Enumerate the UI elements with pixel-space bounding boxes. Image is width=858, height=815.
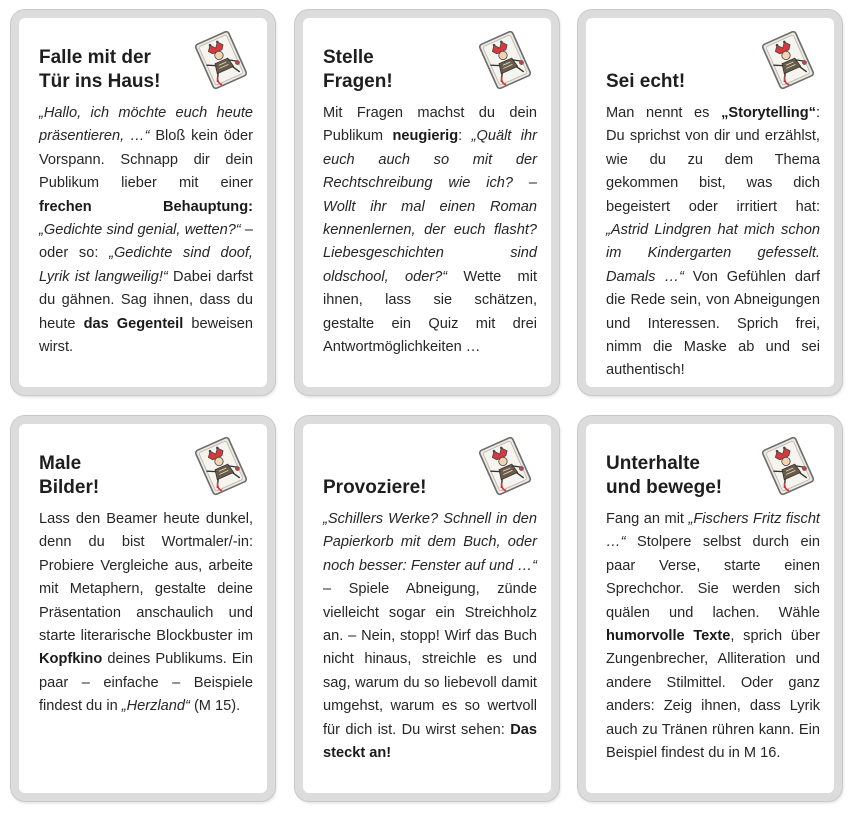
joker-card-icon [758,436,818,496]
emphasis-text: das Gegenteil [83,315,184,332]
card-falle-mit-der-tuer [11,10,275,395]
quote-text: „Fischers Fritz fischt …“ [606,511,820,551]
card-male-bilder [11,416,275,801]
card-title: Unterhalte und bewege! [606,453,723,498]
emphasis-text: humorvolle Texte [606,628,731,645]
quote-text: „Astrid Lindgren hat mich schon im Kindergarten gefesselt. Damals …“ [606,222,820,285]
quote-text: „Hallo, ich möchte euch heute präsentieren, …“ [39,105,253,145]
body-text: , sprich über Zungenbrecher, Alliteration und andere Stilmittel. Oder ganz anders: Zeig ihnen, dass Lyrik auch zu Tränen rühren kann. Ein Beispiel findest du in M 16. [606,628,820,762]
body-text: beweisen wirst. [39,315,253,356]
card-header [19,18,267,102]
card-header [303,424,551,508]
body-text: (M 15). [189,698,241,715]
card-text [19,102,267,359]
joker-card-icon [758,30,818,90]
body-text: Lass den Beamer heute dunkel, denn du bist Wortmaler/-in: Probiere Vergleiche aus, arbeite mit Metaphern, gestalte deine Präsentation anschaulich und starte literarische Blockbuster im [39,511,253,645]
emphasis-text: „Storytelling“ [721,105,816,121]
quote-text: „Herzland“ [121,698,190,715]
body-text: Wette mit ihnen, lass sie schätzen, gestalte ein Quiz mit drei Antwortmöglichkeiten … [323,268,537,356]
body-text: deines Publikums. Ein paar – einfache – Beispiele findest du in [39,651,253,715]
card-text [19,508,267,719]
joker-card-icon [191,436,251,496]
card-header [19,424,267,508]
body-text: : Du sprichst von dir und erzählst, wie du zu dem Thema gekommen bist, was dich begeistert oder irritiert hat: [606,105,820,215]
card-unterhalte-und-bewege [578,416,842,801]
card-title: Falle mit der Tür ins Haus! [39,47,161,92]
emphasis-text: Das steckt an! [323,721,537,762]
body-text: : [458,128,472,145]
card-text [586,508,834,765]
body-text: Stolpere selbst durch ein paar Verse, starte einen Sprechchor. Sie werden sich quälen und lachen. Wähle [606,534,820,621]
card-title: Stelle Fragen! [323,47,393,92]
card-text [303,102,551,359]
card-title: Male Bilder! [39,453,100,498]
card-provoziere [295,416,559,801]
body-text: – Spiele Abneigung, zünde vielleicht sogar ein Streichholz an. – Nein, stopp! Wirf das Buch nicht hinaus, streichle es und sag, warum du so liebevoll damit umgehst, warum es so wertvoll für dich ist. Du wirst sehen: [323,581,537,738]
body-text: Man nennt es [606,105,722,121]
card-title: Provoziere! [323,477,427,498]
card-sei-echt [578,10,842,395]
joker-card-icon [191,30,251,90]
body-text: Mit Fragen machst du dein Publikum [323,105,537,145]
emphasis-text: neugierig [392,128,459,145]
card-title: Sei echt! [606,71,686,92]
quote-text: „Quält ihr euch auch so mit der Rechtschreibung wie ich? – Wollt ihr mal einen Roman kennenlernen, der euch flasht? Liebesgeschichten sind oldschool, oder?“ [323,128,538,285]
body-text: Von Gefühlen darf die Rede sein, von Abneigungen und Interessen. Sprich frei, nimm die Maske ab und sei authentisch! [606,268,820,379]
emphasis-text: frechen Behauptung: [39,198,253,215]
body-text: Dabei darfst du gähnen. Sag ihnen, dass du heute [39,268,253,332]
card-header [303,18,551,102]
card-text [303,508,551,765]
joker-card-icon [475,436,535,496]
joker-card-icon [475,30,535,90]
body-text: Bloß kein öder Vorspann. Schnapp dir dein Publikum lieber mit einer [39,128,253,192]
quote-text: „Gedichte sind doof, Lyrik ist langweilig!“ [39,245,253,285]
body-text: Fang an mit [606,511,689,527]
card-header [586,18,834,102]
card-header [586,424,834,508]
quote-text: „Schillers Werke? Schnell in den Papierkorb mit dem Buch, oder noch besser: Fenster auf und …“ [323,511,537,574]
body-text: – oder so: [39,222,254,262]
quote-text: „Gedichte sind genial, wetten?“ [39,222,241,239]
emphasis-text: Kopfkino [39,651,103,668]
card-text [586,102,834,383]
card-stelle-fragen [295,10,559,395]
